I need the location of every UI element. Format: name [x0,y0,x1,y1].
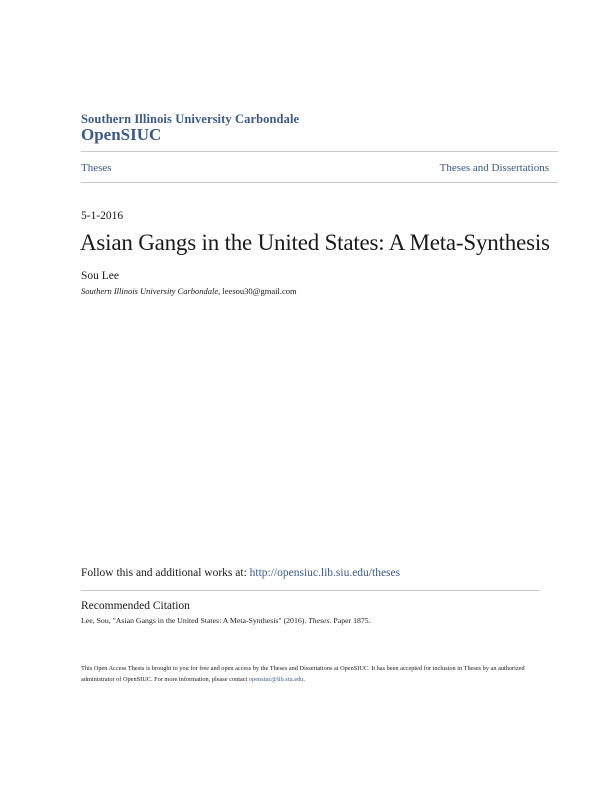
repository-name[interactable]: OpenSIUC [81,125,162,144]
recommended-citation-text [81,616,371,625]
author-email: leesou30@gmail.com [222,286,297,296]
notice-end: . [303,676,305,683]
publication-date: 5-1-2016 [81,210,124,222]
contact-email-link[interactable]: opensiuc@lib.siu.edu [248,676,304,683]
affiliation-institution: Southern Illinois University Carbondale [81,286,219,296]
theses-and-dissertations-link[interactable]: Theses and Dissertations [439,162,549,174]
notice-text: This Open Access Thesis is brought to you for free and open access by the Theses and Dissertations at OpenSIUC. It has been accepted for inclusion in Theses by an authorized administrator of OpenSIUC. For more information, please contact [81,665,525,683]
theses-link[interactable]: Theses [81,162,112,174]
author-affiliation [81,286,297,296]
follow-works [81,567,400,579]
header-divider-bottom [81,182,558,183]
citation-divider [81,590,540,591]
open-access-notice [81,663,551,685]
header-divider-top [81,151,558,152]
paper-title: Asian Gangs in the United States: A Meta-Synthesis [80,230,550,255]
recommended-citation-heading: Recommended Citation [81,600,190,612]
citation-end: . Paper 1875. [329,616,371,625]
institution-name: Southern Illinois University Carbondale [81,112,300,126]
affiliation-separator: , [218,286,223,296]
follow-label: Follow this and additional works at: [81,567,250,579]
citation-series: Theses [308,616,330,625]
follow-url-link[interactable]: http://opensiuc.lib.siu.edu/theses [249,567,401,579]
author-name: Sou Lee [81,270,120,282]
citation-main: Lee, Sou, "Asian Gangs in the United States: A Meta-Synthesis" (2016). [81,616,309,625]
